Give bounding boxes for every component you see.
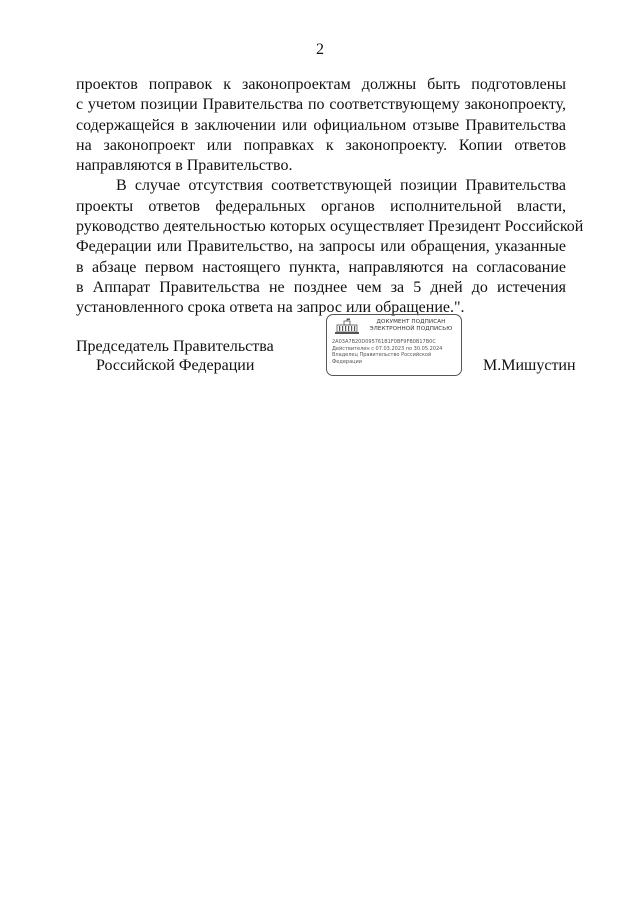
text-line: В случае отсутствия соответствующей позиции Правительства: [116, 177, 566, 195]
stamp-details: [332, 339, 460, 365]
text-line: на законопроект или поправках к законопроекту. Копии ответов: [76, 136, 566, 154]
paragraph-1: [76, 75, 566, 176]
signer-position-line: Председатель Правительства: [76, 338, 274, 355]
stamp-title-line: ДОКУМЕНТ ПОДПИСАН: [376, 319, 446, 325]
text-line: проекты ответов федеральных органов исполнительной власти,: [76, 197, 566, 215]
government-building-icon: [333, 318, 361, 336]
text-line: Федерации или Правительство, на запросы или обращения, указанные: [76, 238, 566, 256]
text-line: в Аппарат Правительства не позднее чем за 5 дней до истечения: [76, 278, 566, 296]
stamp-validity: Действителен с 07.03.2023 по 30.05.2024: [332, 345, 443, 352]
text-line: проектов поправок к законопроектам должны быть подготовлены: [76, 76, 566, 93]
page-number: 2: [316, 41, 324, 58]
stamp-owner: Федерации: [332, 358, 363, 365]
signer-position-line: Российской Федерации: [96, 357, 255, 374]
signer-name: М.Мишустин: [483, 357, 576, 374]
text-line: руководство деятельностью которых осуществляет Президент Российской: [76, 218, 584, 236]
document-body: [76, 75, 584, 319]
text-line: установленного срока ответа на запрос или обращение.".: [76, 299, 465, 317]
stamp-certificate: 2A03A7B20D095761B1F0BF9FB0B17B0C: [332, 339, 436, 345]
text-line: содержащейся в заключении или официальном отзыве Правительства: [76, 116, 566, 134]
text-line: с учетом позиции Правительства по соответствующему законопроекту,: [76, 96, 566, 114]
text-line: направляются в Правительство.: [76, 157, 293, 175]
text-line: в абзаце первом настоящего пункта, направляются на согласование: [76, 258, 566, 276]
electronic-signature-stamp: [326, 314, 462, 376]
paragraph-2: [76, 176, 584, 318]
stamp-title-line: ЭЛЕКТРОННОЙ ПОДПИСЬЮ: [369, 326, 453, 332]
stamp-owner: Владелец Правительство Российской: [332, 352, 432, 359]
stamp-title: [363, 319, 459, 333]
signer-position: [76, 337, 276, 375]
